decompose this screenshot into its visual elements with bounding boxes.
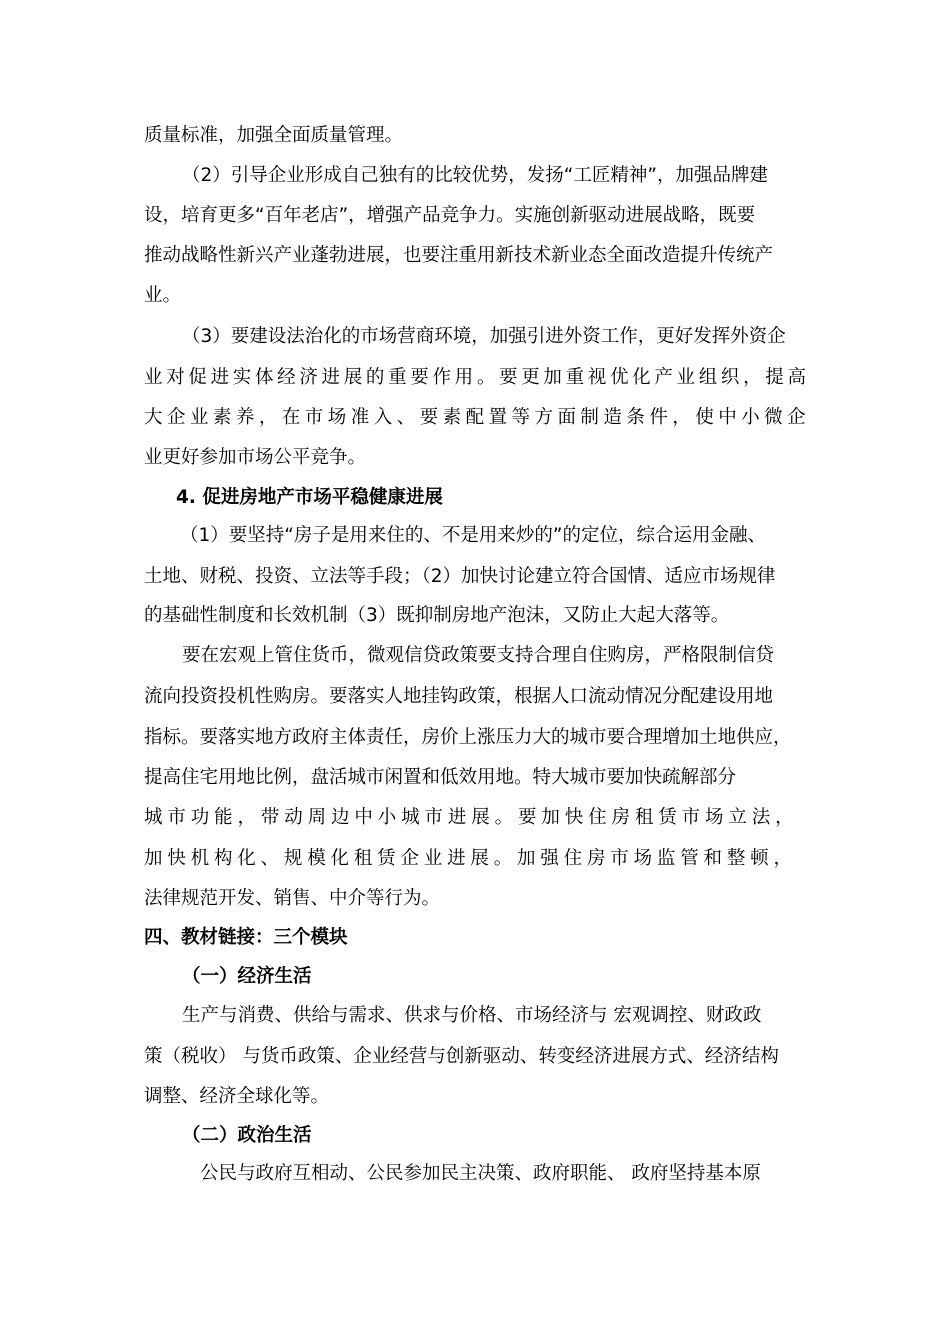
character: 件 (649, 407, 668, 428)
paragraph-line: 质量标准，加强全面质量管理。 (144, 125, 404, 146)
character: 构 (213, 848, 233, 869)
character: 能 (214, 807, 233, 828)
character: 房 (586, 848, 606, 869)
paragraph-line: 法律规范开发、销售、中介等行为。 (144, 888, 441, 909)
paragraph-line: 业。 (144, 285, 182, 306)
section-heading: 4. 促进房地产市场平稳健康进展 (176, 487, 443, 508)
paragraph-line-justified (144, 366, 806, 390)
character: 对 (166, 367, 185, 388)
subsection-heading: （二）政治生活 (182, 1125, 312, 1146)
character: 准 (350, 407, 370, 428)
character: 进 (210, 367, 230, 388)
paragraph-line: （3）要建设法治化的市场营商环境，加强引进外资工作，更好发挥外资企 (182, 326, 786, 347)
character: 租 (353, 848, 373, 869)
character: 等 (511, 407, 531, 428)
character: 素 (442, 407, 462, 428)
character: 展 (470, 848, 489, 869)
character: 场 (633, 848, 653, 869)
character: 监 (656, 848, 676, 869)
character: 大 (144, 407, 163, 428)
character: 带 (260, 807, 280, 828)
character: 和 (703, 848, 723, 869)
paragraph-line: 土地、财税、投资、立法等手段；（2）加快讨论建立符合国情、适应市场规律 (144, 566, 776, 587)
character: 促 (188, 367, 207, 388)
character: 要 (410, 367, 429, 388)
character: 赁 (377, 848, 396, 869)
character: ， (743, 367, 762, 388)
character: 提 (765, 367, 784, 388)
character: 城 (401, 807, 420, 828)
character: 加 (144, 848, 163, 869)
character: 微 (764, 407, 783, 428)
character: 顿 (750, 848, 769, 869)
paragraph-line: 业更好参加市场公平竞争。 (144, 447, 367, 468)
character: 作 (432, 367, 451, 388)
character: 快 (167, 848, 186, 869)
character: 小 (741, 407, 760, 428)
character: 化 (632, 367, 651, 388)
character: 城 (144, 807, 163, 828)
character: 市 (610, 848, 629, 869)
paragraph-line: 流向投资投机性购房。要落实人地挂钩政策，根据人口流动情况分配建设用地 (144, 686, 774, 707)
character: 租 (634, 807, 654, 828)
paragraph-line: 调整、经济全球化等。 (144, 1086, 330, 1107)
character: 加 (543, 367, 562, 388)
character: 中 (354, 807, 373, 828)
paragraph-line: 的基础性制度和长效机制（3）既抑制房地产泡沫，又防止大起大落等。 (144, 605, 730, 626)
character: 边 (331, 807, 350, 828)
character: 制 (580, 407, 599, 428)
character: 市 (167, 807, 186, 828)
character: 济 (299, 367, 318, 388)
character: 要 (518, 807, 537, 828)
character: 功 (190, 807, 210, 828)
character: 展 (343, 367, 363, 388)
character: 重 (565, 367, 585, 388)
paragraph-line: 策（税收） 与货币政策、企业经营与创新驱动、转变经济进展方式、经济结构 (144, 1046, 779, 1067)
paragraph-line: 生产与消费、供给与需求、供求与价格、市场经济与 宏观调控、财政政 (182, 1005, 762, 1026)
character: 强 (540, 848, 559, 869)
character: 视 (587, 367, 607, 388)
character: ， (775, 807, 794, 828)
paragraph-line: 提高住宅用地比例，盘活城市闲置和低效用地。特大城市要加快疏解部分 (144, 767, 737, 788)
paragraph-line-justified (144, 847, 792, 871)
character: 、 (260, 848, 280, 869)
character: 整 (726, 848, 746, 869)
character: 进 (321, 367, 341, 388)
character: 要 (499, 367, 518, 388)
character: 。 (493, 848, 513, 869)
character: 住 (563, 848, 583, 869)
character: 进 (447, 848, 466, 869)
character: 、 (396, 407, 416, 428)
character: 快 (564, 807, 584, 828)
character: 机 (190, 848, 210, 869)
character: 使 (695, 407, 714, 428)
character: 素 (212, 407, 232, 428)
character: 的 (365, 367, 385, 388)
character: 企 (166, 407, 186, 428)
character: 市 (304, 407, 324, 428)
character: 实 (232, 367, 252, 388)
character: 场 (705, 807, 724, 828)
character: 中 (718, 407, 737, 428)
character: 面 (557, 407, 576, 428)
character: 高 (787, 367, 806, 388)
paragraph-line-justified (144, 406, 806, 430)
character: 法 (751, 807, 771, 828)
character: 周 (307, 807, 327, 828)
character: 要 (419, 407, 439, 428)
paragraph-line: 设，培育更多“百年老店”，增强产品竞争力。实施创新驱动进展战略，既要 (144, 205, 756, 226)
character: 入 (373, 407, 393, 428)
character: 。 (494, 807, 514, 828)
character: 模 (307, 848, 326, 869)
character: ， (237, 807, 257, 828)
character: 业 (676, 367, 696, 388)
character: 用 (454, 367, 474, 388)
character: ， (672, 407, 691, 428)
character: 小 (377, 807, 397, 828)
character: 企 (787, 407, 806, 428)
character: 更 (521, 367, 540, 388)
paragraph-line: （2）引导企业形成自己独有的比较优势，发扬“工匠精神”，加强品牌建 (182, 165, 768, 186)
character: 体 (254, 367, 274, 388)
character: ， (258, 407, 278, 428)
paragraph-line: 要在宏观上管住货币，微观信贷政策要支持合理自住购房，严格限制信贷 (182, 645, 775, 666)
character: 产 (654, 367, 673, 388)
character: 展 (471, 807, 490, 828)
character: 置 (488, 407, 508, 428)
subsection-heading: （一）经济生活 (182, 966, 312, 987)
character: 组 (698, 367, 718, 388)
character: 加 (517, 848, 536, 869)
character: 。 (476, 367, 496, 388)
character: 场 (327, 407, 347, 428)
character: 优 (609, 367, 629, 388)
character: 规 (283, 848, 303, 869)
paragraph-line: （1）要坚持“房子是用来住的、不是用来炒的”的定位，综合运用金融、 (180, 525, 766, 546)
character: 加 (541, 807, 560, 828)
paragraph-line: 指标。要落实地方政府主体责任，房价上涨压力大的城市要合理增加土地供应， (144, 727, 792, 748)
paragraph-line: 推动战略性新兴产业蓬勃进展，也要注重用新技术新业态全面改造提升传统产 (144, 245, 774, 266)
character: 业 (189, 407, 209, 428)
character: 在 (281, 407, 301, 428)
character: 重 (388, 367, 407, 388)
character: 条 (626, 407, 645, 428)
character: 养 (235, 407, 255, 428)
character: 方 (534, 407, 553, 428)
character: 房 (611, 807, 631, 828)
character: 化 (330, 848, 350, 869)
character: 业 (423, 848, 443, 869)
character: 立 (728, 807, 747, 828)
character: 赁 (658, 807, 677, 828)
character: 配 (465, 407, 485, 428)
character: 织 (720, 367, 740, 388)
character: 业 (144, 367, 163, 388)
character: 进 (447, 807, 467, 828)
character: 管 (680, 848, 699, 869)
character: 市 (681, 807, 701, 828)
paragraph-line: 公民与政府互相动、公民参加民主决策、政府职能、 政府坚持基本原 (200, 1163, 761, 1184)
character: 经 (277, 367, 296, 388)
character: 市 (424, 807, 444, 828)
character: ， (773, 848, 792, 869)
character: 住 (588, 807, 607, 828)
character: 化 (237, 848, 256, 869)
character: 动 (284, 807, 303, 828)
section-heading: 四、教材链接：三个模块 (144, 927, 348, 948)
paragraph-line-justified (144, 806, 794, 830)
character: 造 (603, 407, 622, 428)
character: 企 (400, 848, 419, 869)
